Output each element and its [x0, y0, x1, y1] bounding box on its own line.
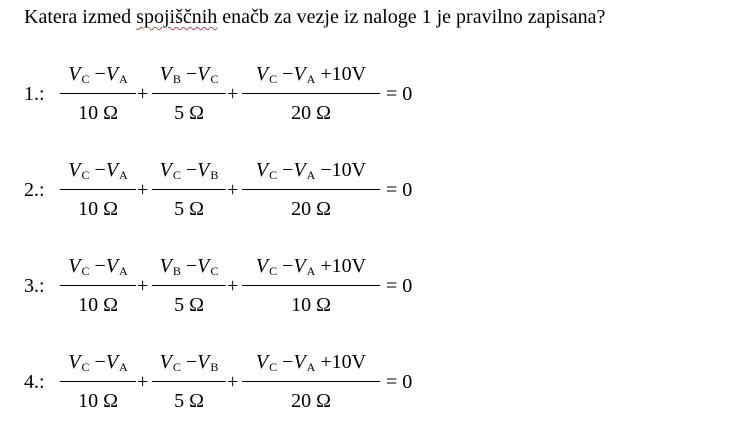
fraction-term-2	[152, 346, 226, 418]
fraction-denominator: 20 Ω	[291, 102, 331, 124]
fraction-denominator: 10 Ω	[78, 198, 118, 220]
equals-zero: = 0	[386, 275, 413, 297]
fraction-term-3	[242, 346, 380, 418]
fraction-term-2	[152, 154, 226, 226]
fraction-term-2	[152, 250, 226, 322]
fraction-numerator: $V_B -V_C$	[159, 255, 219, 278]
fraction-numerator: $V_C -V_A +10V$	[255, 63, 367, 86]
fraction-denominator: 5 Ω	[174, 294, 204, 316]
question-flagged-word: spojiščnih	[136, 6, 218, 28]
plus-sign: +	[137, 179, 149, 201]
fraction-bar	[152, 189, 226, 190]
fraction-denominator: 10 Ω	[78, 390, 118, 412]
question-after: enačb za vezje iz naloge 1 je pravilno zapisana?	[217, 6, 606, 28]
fraction-numerator: $V_C -V_A +10V$	[255, 255, 367, 278]
fraction-bar	[242, 285, 380, 286]
plus-sign: +	[227, 83, 239, 105]
fraction-numerator: $V_C -V_A -10V$	[255, 159, 367, 182]
fraction-term-3	[242, 250, 380, 322]
fraction-numerator: $V_C -V_A$	[68, 63, 128, 86]
question-text	[24, 4, 605, 30]
fraction-bar	[152, 93, 226, 94]
fraction-denominator: 20 Ω	[291, 390, 331, 412]
equation-label: 4.:	[24, 371, 45, 393]
fraction-bar	[152, 285, 226, 286]
plus-sign: +	[227, 275, 239, 297]
fraction-bar	[152, 381, 226, 382]
equation-label: 1.:	[24, 83, 45, 105]
fraction-bar	[60, 285, 136, 286]
equation-2	[24, 152, 724, 230]
plus-sign: +	[137, 83, 149, 105]
fraction-bar	[242, 189, 380, 190]
fraction-bar	[60, 93, 136, 94]
fraction-term-1	[60, 154, 136, 226]
fraction-denominator: 5 Ω	[174, 198, 204, 220]
fraction-numerator: $V_C -V_B$	[159, 159, 219, 182]
equals-zero: = 0	[386, 371, 413, 393]
fraction-term-3	[242, 154, 380, 226]
fraction-denominator: 10 Ω	[291, 294, 331, 316]
fraction-bar	[60, 189, 136, 190]
equals-zero: = 0	[386, 83, 413, 105]
plus-sign: +	[227, 179, 239, 201]
fraction-denominator: 5 Ω	[174, 102, 204, 124]
equation-1	[24, 56, 724, 134]
equation-4	[24, 344, 724, 422]
question-before: Katera izmed	[24, 6, 137, 28]
equation-label: 2.:	[24, 179, 45, 201]
fraction-term-3	[242, 58, 380, 130]
equation-3	[24, 248, 724, 326]
plus-sign: +	[227, 371, 239, 393]
plus-sign: +	[137, 371, 149, 393]
equals-zero: = 0	[386, 179, 413, 201]
fraction-bar	[242, 93, 380, 94]
fraction-bar	[242, 381, 380, 382]
fraction-denominator: 5 Ω	[174, 390, 204, 412]
fraction-denominator: 10 Ω	[78, 102, 118, 124]
fraction-denominator: 20 Ω	[291, 198, 331, 220]
fraction-term-2	[152, 58, 226, 130]
fraction-term-1	[60, 346, 136, 418]
fraction-numerator: $V_C -V_A$	[68, 351, 128, 374]
plus-sign: +	[137, 275, 149, 297]
fraction-numerator: $V_C -V_A$	[68, 255, 128, 278]
fraction-numerator: $V_B -V_C$	[159, 63, 219, 86]
fraction-numerator: $V_C -V_A +10V$	[255, 351, 367, 374]
fraction-term-1	[60, 250, 136, 322]
fraction-term-1	[60, 58, 136, 130]
fraction-numerator: $V_C -V_A$	[68, 159, 128, 182]
fraction-bar	[60, 381, 136, 382]
fraction-denominator: 10 Ω	[78, 294, 118, 316]
equation-label: 3.:	[24, 275, 45, 297]
fraction-numerator: $V_C -V_B$	[159, 351, 219, 374]
